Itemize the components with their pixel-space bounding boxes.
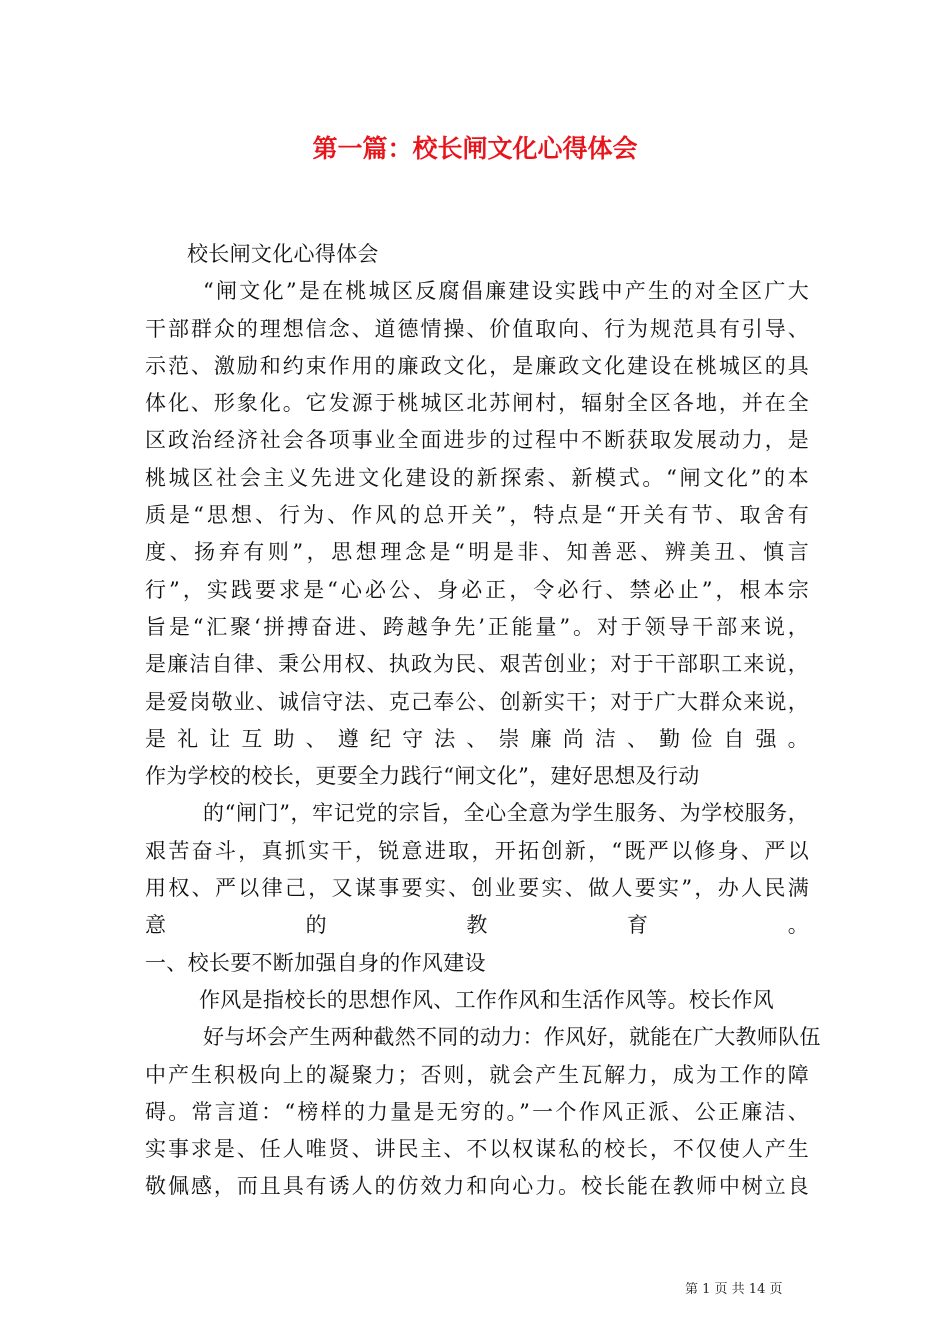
text-line: 敬佩感，而且具有诱人的仿效力和向心力。校长能在教师中树立良 [145, 1174, 809, 1199]
page-number-footer: 第 1 页 共 14 页 [685, 1282, 783, 1297]
subtitle-line: 校长闸文化心得体会 [187, 242, 379, 266]
document-body [145, 236, 821, 1243]
text-line: 实事求是、任人唯贤、讲民主、不以权谋私的校长，不仅使人产生 [145, 1137, 809, 1162]
text-line: 桃城区社会主义先进文化建设的新探索、新模式。“闸文化”的本 [145, 465, 809, 490]
page-title: 第一篇：校长闸文化心得体会 [312, 134, 638, 163]
text-line: 示范、激励和约束作用的廉政文化，是廉政文化建设在桃城区的具 [145, 353, 809, 378]
text-line: 一、校长要不断加强自身的作风建设 [145, 950, 486, 975]
text-line: 是爱岗敬业、诚信守法、克己奉公、创新实干；对于广大群众来说， [145, 689, 809, 714]
text-line: 是廉洁自律、秉公用权、执政为民、艰苦创业；对于干部职工来说， [145, 652, 809, 677]
section-heading: 作风是指校长的思想作风、工作作风和生活作风等。校长作风 [199, 987, 775, 1012]
text-line [145, 1206, 809, 1243]
text-line: 旨是“汇聚‘拼搏奋进、跨越争先’正能量”。对于领导干部来说， [145, 614, 809, 639]
text-line: 作为学校的校长，更要全力践行“闸文化”，建好思想及行动 [145, 764, 700, 789]
text-line: 用权、严以律己，又谋事要实、创业要实、做人要实”，办人民满 [145, 876, 809, 901]
text-line: 好与坏会产生两种截然不同的动力：作风好，就能在广大教师队伍 [203, 1025, 821, 1050]
text-line: 体化、形象化。它发源于桃城区北苏闸村，辐射全区各地，并在全 [145, 391, 809, 416]
text-line: 艰苦奋斗，真抓实干，锐意进取，开拓创新，“既严以修身、严以 [145, 838, 809, 863]
text-line: 碍。常言道：“榜样的力量是无穷的。”一个作风正派、公正廉洁、 [145, 1099, 809, 1124]
text-line: 意的教育。 [145, 913, 809, 938]
text-line: 是礼让互助、遵纪守法、崇廉尚洁、勤俭自强。 [145, 726, 809, 751]
text-line: 中产生积极向上的凝聚力；否则，就会产生瓦解力，成为工作的障 [145, 1062, 809, 1087]
text-line: 区政治经济社会各项事业全面进步的过程中不断获取发展动力，是 [145, 428, 809, 453]
text-line: 行”，实践要求是“心必公、身必正，令必行、禁必止”，根本宗 [145, 577, 809, 602]
text-line: 的“闸门”，牢记党的宗旨，全心全意为学生服务、为学校服务， [203, 801, 809, 826]
text-line: 度、扬弃有则”，思想理念是“明是非、知善恶、辨美丑、慎言 [145, 540, 809, 565]
text-line: 干部群众的理想信念、道德情操、价值取向、行为规范具有引导、 [145, 316, 809, 341]
text-line: 质是“思想、行为、作风的总开关”，特点是“开关有节、取舍有 [145, 503, 809, 528]
text-line: “闸文化”是在桃城区反腐倡廉建设实践中产生的对全区广大 [203, 279, 809, 304]
